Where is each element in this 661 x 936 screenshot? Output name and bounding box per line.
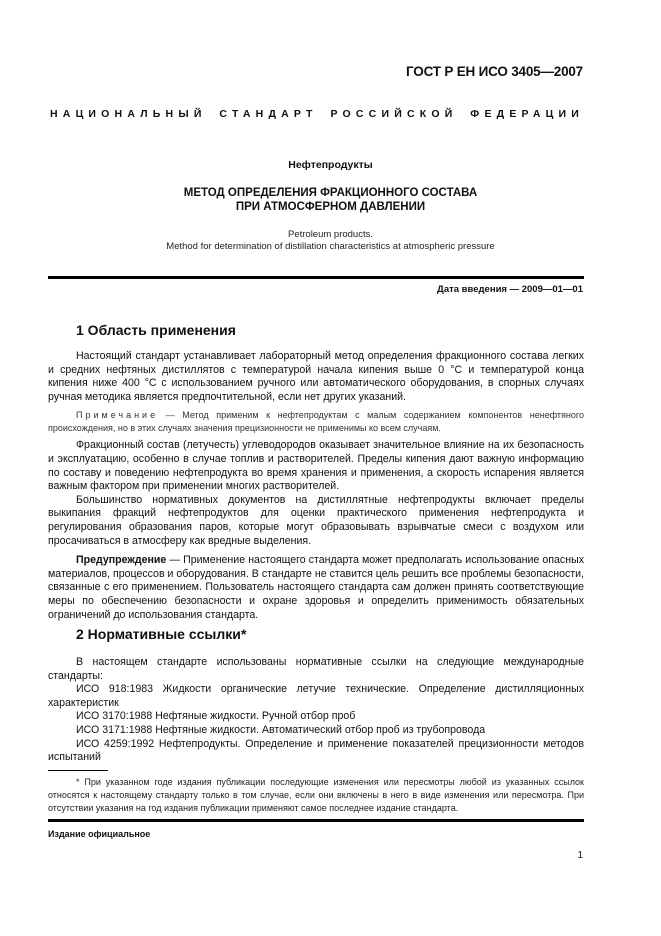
footer-divider [48,819,584,822]
reference-item: ИСО 3170:1988 Нефтяные жидкости. Ручной отбор проб [76,710,356,723]
national-standard-banner [50,108,584,120]
warning-label: Предупреждение [76,554,167,567]
official-edition-label: Издание официальное [48,829,151,839]
title-line: МЕТОД ОПРЕДЕЛЕНИЯ ФРАКЦИОННОГО СОСТАВА [183,187,478,199]
document-title [0,186,661,214]
section-2-body [48,656,584,765]
paragraph: Большинство нормативных документов на дистиллятные нефтепродукты включает пределы выкипания фракций нефтепродуктов для оценки практического применения нефтепродукта и регулирования образования паров, которые могут образовывать взрывчатые смеси с воздухом или просачиваться в атмосферу как вредные выделения. [48,493,584,547]
footnote-divider [48,770,108,771]
note-paragraph [48,409,584,434]
paragraph: Настоящий стандарт устанавливает лабораторный метод определения фракционного состава легких и средних нефтяных дистиллятов с температурой начала кипения выше 0 °С и температурой конца кипения ниже 400 °С с использованием ручного или автоматического оборудования, в спорных случаях ручная методика является предпочтительной, если нет других указаний. [48,350,584,403]
english-title-line: Petroleum products. [287,229,373,240]
reference-item: ИСО 4259:1992 Нефтепродукты. Определение и применение показателей прецизионности методов испытаний [48,737,584,764]
warning-text: — Применение настоящего стандарта может предполагать использование опасных материалов, процессов и оборудования. В стандарте не ставится цель решить все проблемы безопасности, связанные с его применением. Пользователь настоящего стандарта сам должен принять соответствующие меры по обеспечению безопасности и охране здоровья и определить применимость обязательных ограничений до использования стандарта. [48,554,584,621]
document-code: ГОСТ Р ЕН ИСО 3405—2007 [406,64,583,79]
reference-item: ИСО 918:1983 Жидкости органические летучие технические. Определение дистилляционных характеристик [48,683,584,709]
paragraph: Фракционный состав (летучесть) углеводородов оказывает значительное влияние на их безопасность и эксплуатацию, особенно в случае топлив и растворителей. Пределы кипения дают важную информацию по составу и поведению нефтепродукта во время хранения и применения, а скорость испарения является важным фактором при применении многих растворителей. [48,439,584,493]
english-title-line: Method for determination of distillation characteristics at atmospheric pressure [166,241,495,252]
note-text: — Метод применим к нефтепродуктам с малым содержанием компонентов ненефтяного происхождения, но в этих случаях значения прецизионности не применимы ко всем случаям. [48,410,584,433]
title-line: ПРИ АТМОСФЕРНОМ ДАВЛЕНИИ [235,201,426,213]
banner-word: РОССИЙСКОЙ [330,108,458,120]
banner-word: ФЕДЕРАЦИИ [470,108,584,120]
section-2-heading: 2 Нормативные ссылки* [76,626,247,642]
banner-word: НАЦИОНАЛЬНЫЙ [50,108,207,120]
reference-item: ИСО 3171:1988 Нефтяные жидкости. Автоматический отбор проб из трубопровода [76,723,486,736]
header-divider [48,276,584,279]
english-title [0,229,661,253]
footnote [48,776,584,815]
paragraph: В настоящем стандарте использованы нормативные ссылки на следующие международные стандарты: [48,656,584,682]
effective-date: Дата введения — 2009—01—01 [437,284,583,295]
footnote-text: * При указанном годе издания публикации последующие изменения или пересмотры любой из указанных ссылок относятся к настоящему стандарту только в том случае, если они включены в него в виде изменения или пересмотра. При отсутствии указания на год издания публикации применяют самое последнее издание стандарта. [48,777,584,813]
section-1-heading: 1 Область применения [76,322,236,338]
page-number: 1 [577,850,583,861]
section-1-body [48,350,584,627]
warning-paragraph [48,554,584,622]
banner-word: СТАНДАРТ [219,108,318,120]
subject-heading: Нефтепродукты [288,159,373,171]
note-label: Примечание [76,410,159,421]
